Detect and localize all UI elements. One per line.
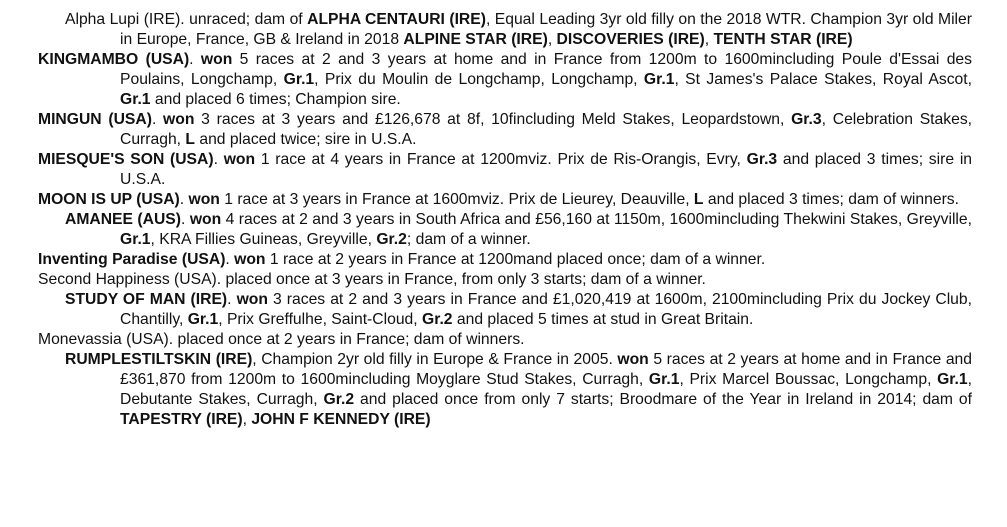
bold-text: Gr.1 — [120, 231, 151, 248]
bold-text: MIESQUE'S SON (USA) — [38, 151, 214, 168]
entry-text: . — [181, 211, 190, 228]
entry-text: . — [179, 191, 189, 208]
bold-text: Inventing Paradise (USA) — [38, 251, 226, 268]
entry-text: , Celebration Stakes, Curragh, — [120, 111, 973, 148]
pedigree-document — [0, 10, 1007, 430]
entry-text: 1 race at 3 years in France at 1600mviz. Prix de Lieurey, Deauville, — [219, 191, 694, 208]
bold-text: STUDY OF MAN (IRE) — [65, 291, 228, 308]
entry-text: 5 races at 2 years at home and in France and £361,870 from 1200m to 1600mincluding Moyglare Stud Stakes, Curragh, — [120, 351, 973, 388]
bold-text: DISCOVERIES (IRE) — [556, 31, 705, 48]
bold-text: JOHN F KENNEDY (IRE) — [251, 411, 431, 428]
bold-text: Gr.2 — [323, 391, 355, 408]
entry-text: 1 race at 2 years in France at 1200mand placed once; dam of a winner. — [265, 251, 766, 268]
bold-text: won — [188, 191, 220, 208]
entry-text: , Prix du Moulin de Longchamp, Longchamp, — [314, 71, 644, 88]
pedigree-entry — [0, 290, 1007, 330]
bold-text: L — [693, 191, 704, 208]
entry-text: . — [227, 291, 237, 308]
entry-text: , Prix Greffulhe, Saint-Cloud, — [218, 311, 422, 328]
bold-text: Gr.1 — [937, 371, 968, 388]
entry-text: , KRA Fillies Guineas, Greyville, — [150, 231, 377, 248]
bold-text: KINGMAMBO (USA) — [38, 51, 190, 68]
bold-text: won — [236, 291, 268, 308]
entry-text: 5 races at 2 and 3 years at home and in France from 1200m to 1600mincluding Poule d'Essai des Poulains, Longchamp, — [120, 51, 972, 88]
bold-text: Gr.1 — [120, 91, 151, 108]
bold-text: AMANEE (AUS) — [65, 211, 181, 228]
entry-text: Alpha Lupi (IRE). unraced; dam of — [65, 11, 308, 28]
bold-text: MOON IS UP (USA) — [38, 191, 180, 208]
bold-text: ALPHA CENTAURI (IRE) — [307, 11, 486, 28]
pedigree-entry — [0, 210, 1007, 250]
entry-text: , — [547, 31, 557, 48]
entry-text: . — [151, 111, 164, 128]
bold-text: Gr.1 — [283, 71, 315, 88]
pedigree-entry — [0, 250, 1007, 270]
bold-text: won — [163, 111, 195, 128]
entry-text: 4 races at 2 and 3 years in South Africa and £56,160 at 1150m, 1600mincluding Thekwini Stakes, Greyville, — [221, 211, 973, 228]
entry-text: , Prix Marcel Boussac, Longchamp, — [679, 371, 938, 388]
bold-text: won — [223, 151, 256, 168]
bold-text: Gr.1 — [187, 311, 219, 328]
bold-text: TENTH STAR (IRE) — [713, 31, 853, 48]
entry-text: 3 races at 2 and 3 years in France and £1,020,419 at 1600m, 2100mincluding Prix du Jockey Club, Chantilly, — [120, 291, 972, 328]
bold-text: Gr.3 — [746, 151, 778, 168]
bold-text: ALPINE STAR (IRE) — [403, 31, 548, 48]
entry-text: , Debutante Stakes, Curragh, — [120, 371, 972, 408]
pedigree-entry — [0, 110, 1007, 150]
entry-text: and placed 3 times; sire in U.S.A. — [120, 151, 973, 188]
entry-text: 1 race at 4 years in France at 1200mviz. Prix de Ris-Orangis, Evry, — [255, 151, 747, 168]
bold-text: Gr.1 — [643, 71, 675, 88]
bold-text: won — [617, 351, 649, 368]
bold-text: TAPESTRY (IRE) — [120, 411, 243, 428]
entry-text: and placed 5 times at stud in Great Britain. — [452, 311, 754, 328]
entry-text: , — [242, 411, 252, 428]
bold-text: Gr.2 — [376, 231, 407, 248]
entry-text: , Equal Leading 3yr old filly on the 2018 WTR. Champion 3yr old Miler in Europe, France, GB & Ireland in 2018 — [120, 11, 972, 48]
bold-text: Gr.3 — [791, 111, 822, 128]
pedigree-entry — [0, 150, 1007, 190]
pedigree-entry — [0, 10, 1007, 50]
bold-text: RUMPLESTILTSKIN (IRE) — [65, 351, 253, 368]
bold-text: Gr.2 — [422, 311, 453, 328]
entry-text: . — [213, 151, 224, 168]
pedigree-entry — [0, 330, 1007, 350]
entry-text: , Champion 2yr old filly in Europe & France in 2005. — [252, 351, 618, 368]
entry-text: , St James's Palace Stakes, Royal Ascot, — [674, 71, 972, 88]
entry-text: and placed once from only 7 starts; Broodmare of the Year in Ireland in 2014; dam of — [354, 391, 972, 408]
bold-text: won — [200, 51, 233, 68]
bold-text: L — [185, 131, 195, 148]
pedigree-entry — [0, 190, 1007, 210]
entry-text: and placed 6 times; Champion sire. — [150, 91, 401, 108]
entry-text: , — [704, 31, 714, 48]
bold-text: Gr.1 — [648, 371, 680, 388]
bold-text: won — [234, 251, 266, 268]
pedigree-entry — [0, 50, 1007, 110]
bold-text: won — [189, 211, 222, 228]
entry-text: . — [189, 51, 201, 68]
bold-text: MINGUN (USA) — [38, 111, 152, 128]
entry-text: Monevassia (USA). placed once at 2 years in France; dam of winners. — [38, 331, 525, 348]
entry-text: Second Happiness (USA). placed once at 3 years in France, from only 3 starts; dam of a winner. — [38, 271, 706, 288]
entry-text: . — [225, 251, 235, 268]
pedigree-entry — [0, 270, 1007, 290]
pedigree-entry — [0, 350, 1007, 430]
entry-text: 3 races at 3 years and £126,678 at 8f, 10fincluding Meld Stakes, Leopardstown, — [194, 111, 792, 128]
entry-text: ; dam of a winner. — [406, 231, 531, 248]
entry-text: and placed 3 times; dam of winners. — [703, 191, 960, 208]
entry-text: and placed twice; sire in U.S.A. — [195, 131, 417, 148]
